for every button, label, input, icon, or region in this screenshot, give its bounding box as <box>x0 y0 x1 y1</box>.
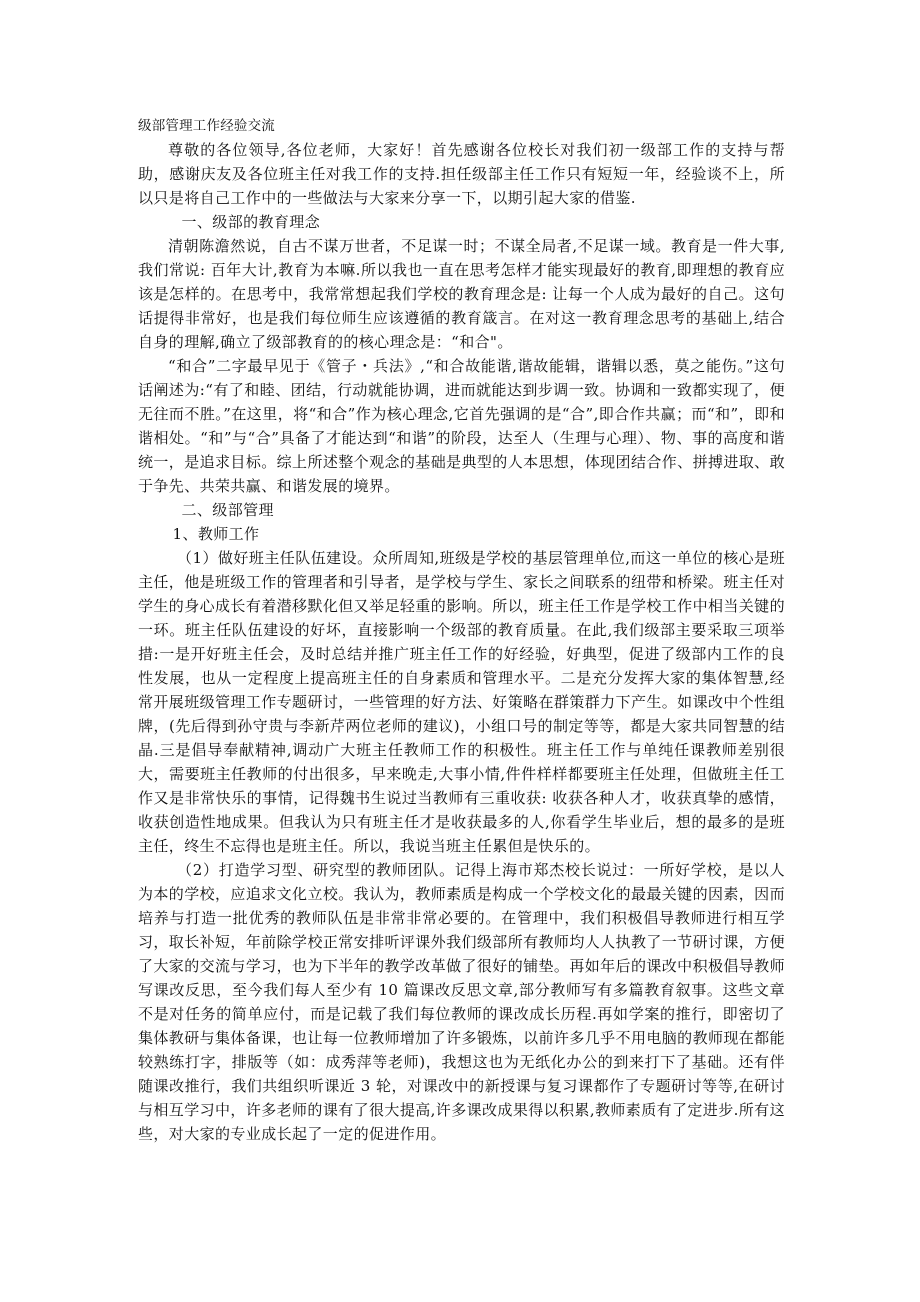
philosophy-paragraph-2: “和合”二字最早见于《管子・兵法》,“和合故能谐,谐故能辑，谐辑以悉，莫之能伤。”这句话阐述为:“有了和睦、团结，行动就能协调，进而就能达到步调一致。协调和一致都实现了，便无往而不胜。”在这里，将“和合”作为核心理念,它首先强调的是“合”,即合作共赢；而“和”，即和谐相处。“和”与“合”具备了才能达到“和谐”的阶段，达至人（生理与心理）、物、事的高度和谐统一，是追求目标。综上所述整个观念的基础是典型的人本思想，体现团结合作、拼搏进取、敢于争先、共荣共赢、和谐发展的境界。 <box>138 357 785 495</box>
document-page <box>138 114 785 1146</box>
item-learning-team: （2）打造学习型、研究型的教师团队。记得上海市郑杰校长说过：一所好学校，是以人为本的学校，应追求文化立校。我认为，教师素质是构成一个学校文化的最最关键的因素，因而培养与打造一批优秀的教师队伍是非常非常必要的。在管理中，我们积极倡导教师进行相互学习，取长补短，年前除学校正常安排听评课外我们级部所有教师均人人执教了一节研讨课，方便了大家的交流与学习，也为下半年的教学改革做了很好的铺垫。再如年后的课改中积极倡导教师写课改反思，至今我们每人至少有 10 篇课改反思文章,部分教师写有多篇教育叙事。这些文章不是对任务的简单应付，而是记载了我们每位教师的课改成长历程.再如学案的推行，即密切了集体教研与集体备课，也让每一位教师增加了许多锻炼，以前许多几乎不用电脑的教师现在都能较熟练打字，排版等（如：成秀萍等老师)，我想这也为无纸化办公的到来打下了基础。还有伴随课改推行，我们共组织听课近 3 轮，对课改中的新授课与复习课都作了专题研讨等等,在研讨与相互学习中，许多老师的课有了很大提高,许多课改成果得以积累,教师素质有了定进步.所有这些，对大家的专业成长起了一定的促进作用。 <box>138 861 785 1143</box>
intro-paragraph: 尊敬的各位领导,各位老师，大家好！首先感谢各位校长对我们初一级部工作的支持与帮助，感谢庆友及各位班主任对我工作的支持.担任级部主任工作只有短短一年，经验谈不上，所以只是将自己工作中的一些做法与大家来分享一下，以期引起大家的借鉴. <box>138 141 785 207</box>
section-heading-management: 二、级部管理 <box>181 501 274 519</box>
section-heading-philosophy: 一、级部的教育理念 <box>181 213 321 231</box>
subheading-teacher-work: 1、教师工作 <box>172 525 260 543</box>
item-head-teacher-team: （1）做好班主任队伍建设。众所周知,班级是学校的基层管理单位,而这一单位的核心是班主任，他是班级工作的管理者和引导者，是学校与学生、家长之间联系的纽带和桥梁。班主任对学生的身心成长有着潜移默化但又举足轻重的影响。所以，班主任工作是学校工作中相当关键的一环。班主任队伍建设的好坏，直接影响一个级部的教育质量。在此,我们级部主要采取三项举措:一是开好班主任会，及时总结并推广班主任工作的好经验，好典型，促进了级部内工作的良性发展，也从一定程度上提高班主任的自身素质和管理水平。二是充分发挥大家的集体智慧,经常开展班级管理工作专题研讨，一些管理的好方法、好策略在群策群力下产生。如课改中个性组牌，(先后得到孙守贵与李新芹两位老师的建议)，小组口号的制定等等，都是大家共同智慧的结晶.三是倡导奉献精神,调动广大班主任教师工作的积极性。班主任工作与单纯任课教师差别很大，需要班主任教师的付出很多，早来晚走,大事小情,件件样样都要班主任处理，但做班主任工作又是非常快乐的事情，记得魏书生说过当教师有三重收获: 收获各种人才，收获真挚的感情，收获创造性地成果。但我认为只有班主任才是收获最多的人,你看学生毕业后，想的最多的是班主任，终生不忘得也是班主任。所以，我说当班主任累但是快乐的。 <box>138 549 785 855</box>
document-title: 级部管理工作经验交流 <box>138 118 275 134</box>
philosophy-paragraph-1: 清朝陈澹然说，自古不谋万世者，不足谋一时；不谋全局者,不足谋一域。教育是一件大事,我们常说: 百年大计,教育为本嘛.所以我也一直在思考怎样才能实现最好的教育,即理想的教育应该是怎样的。在思考中，我常常想起我们学校的教育理念是: 让每一个人成为最好的自己。这句话提得非常好，也是我们每位师生应该遵循的教育箴言。在对这一教育理念思考的基础上,结合自身的理解,确立了级部教育的的核心理念是：“和合"。 <box>138 237 785 351</box>
